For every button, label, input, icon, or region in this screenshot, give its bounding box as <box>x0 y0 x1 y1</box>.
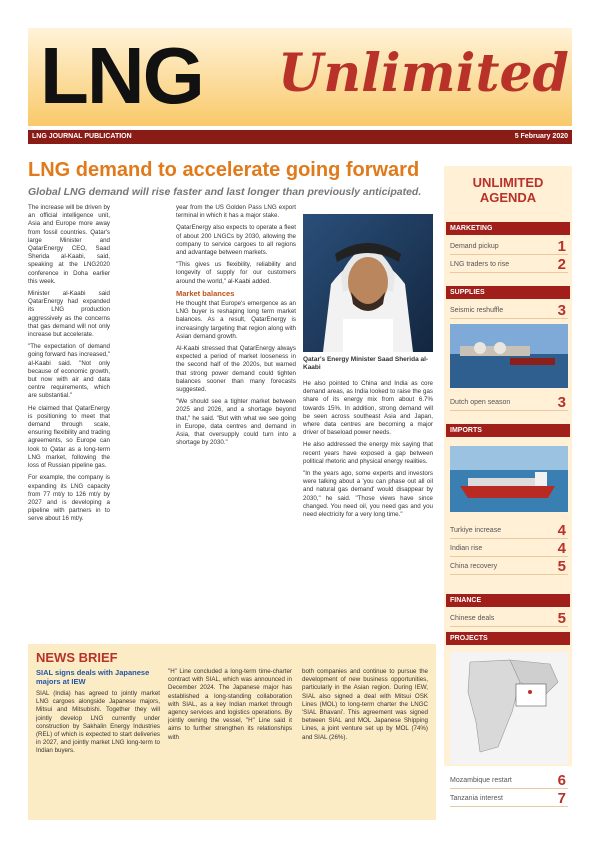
article-column-1 <box>28 204 110 636</box>
article-paragraph: Minister al-Kaabi said QatarEnergy had expanded its LNG production aggressively as the concerns that gas demand will not only increase but accelerate. <box>28 290 110 339</box>
agenda-item-label: LNG traders to rise <box>450 261 510 268</box>
publication-bar <box>28 130 572 144</box>
agenda-page-number: 3 <box>557 394 566 411</box>
agenda-page-number: 5 <box>557 558 566 575</box>
agenda-item[interactable] <box>450 258 568 273</box>
section-header-marketing <box>446 222 570 235</box>
news-column-3: both companies and continue to pursue the development of new business opportunities, particularly in the Asian region. During IEW, SIAL also signed a deal with Mitsui OSK Lines (MOL) to long-term charter the LNGC 'SIAL Bhavani'. This agreement was signed between SIAL and MOL Japanese Shipping Lines, a joint venture set up by MOL (74%) and SIAL (26%). <box>302 668 428 741</box>
agenda-page-number: 1 <box>557 238 566 255</box>
section-header-label: SUPPLIES <box>450 289 485 296</box>
agenda-page-number: 7 <box>557 790 566 807</box>
supplies-terminal-image <box>450 324 568 388</box>
news-brief-title: NEWS BRIEF <box>36 650 118 665</box>
minister-photo <box>303 214 433 352</box>
article-column-3 <box>303 380 433 636</box>
agenda-item-label: Chinese deals <box>450 615 495 622</box>
agenda-item-label: Turkiye increase <box>450 527 502 534</box>
agenda-item[interactable] <box>450 612 568 627</box>
article-paragraph: He also pointed to China and India as core demand areas, as India looked to raise the gas share of its energy mix from about 6.7% towards 15%. In addition, strong demand will be seen across southeast Asia and Japan, where data centres are becoming a major driver of baseload power needs. <box>303 380 433 437</box>
section-header-label: PROJECTS <box>450 635 488 642</box>
projects-map-image <box>450 652 568 764</box>
agenda-item[interactable] <box>450 792 568 807</box>
publication-label: LNG JOURNAL PUBLICATION <box>32 133 132 140</box>
agenda-item[interactable] <box>450 524 568 539</box>
agenda-item-label: China recovery <box>450 563 498 570</box>
article-paragraph: "In the years ago, some experts and investors were talking about a 'you can phase out all oil and natural gas demand' would disappear by 2030," he said. "Those views have since changed. You need oil, you need gas and you need electricity for a very long time." <box>303 470 433 519</box>
agenda-item[interactable] <box>450 542 568 557</box>
agenda-item-label: Dutch open season <box>450 399 511 406</box>
article-paragraph: For example, the company is expanding its LNG capacity from 77 mt/y to 126 mt/y by 2027 and is developing a pipeline with partners in to serve about 16 mt/y. <box>28 474 110 523</box>
news-column-2: "H" Line concluded a long-term time-charter contract with SIAL, which was announced in December 2024. The Japanese major has established a long-standing collaboration with SIAL, as a key Indian market through agency services and logistics operations. By jointly owning the vessel, "H" Line said it aims to further strengthen its relationships with <box>168 668 292 741</box>
agenda-item-label: Seismic reshuffle <box>450 307 504 314</box>
agenda-page-number: 6 <box>557 772 566 789</box>
article-paragraph: He also addressed the energy mix saying that recent years have exposed a gap between political rhetoric and physical energy realities. <box>303 441 433 465</box>
article-paragraph: Al-Kaabi stressed that QatarEnergy always expected a period of market looseness in the second half of the 2020s, but warned that strong power demand could tighten balances sooner than many forecasts suggested. <box>176 345 296 394</box>
section-header-imports <box>446 424 570 437</box>
article-paragraph: year from the US Golden Pass LNG export terminal in which it has a major stake. <box>176 204 296 220</box>
agenda-item[interactable] <box>450 774 568 789</box>
article-paragraph: The increase will be driven by an official intelligence unit, Asia and Europe more away from fossil countries. Qatar's large Minister and QatarEnergy CEO, Saad Sherida al-Kaabi, said, speaking at the LNG2020 conference in Doha earlier this week. <box>28 204 110 285</box>
news-column-1: SIAL (India) has agreed to jointly market LNG cargoes alongside Japanese majors, Mitsui and Mitsubishi. Together they will jointly develop LNG currently under construction by Sakhalin Energy Industries (REL) of which is expected to start deliveries in 2027, and jointly market LNG long-term to Indian buyers. <box>36 690 160 755</box>
agenda-item[interactable] <box>450 396 568 411</box>
section-header-label: IMPORTS <box>450 427 482 434</box>
section-header-finance <box>446 594 570 607</box>
section-header-projects <box>446 632 570 645</box>
photo-caption: Qatar's Energy Minister Saad Sherida al-Kaabi <box>303 356 429 371</box>
agenda-title: UNLIMITED AGENDA <box>472 175 544 205</box>
agenda-item-label: Demand pickup <box>450 243 499 250</box>
article-headline: LNG demand to accelerate going forward <box>28 159 420 181</box>
agenda-page-number: 4 <box>557 522 566 539</box>
agenda-item[interactable] <box>450 304 568 319</box>
masthead-lng-logo: LNG <box>40 31 203 120</box>
article-paragraph: "This gives us flexibility, reliability and longevity of supply for our customers around the world," al-Kaabi added. <box>176 261 296 285</box>
article-paragraph: "We should see a tighter market between 2025 and 2026, and a shortage beyond that," he said. "But with what we see going in Europe, data centres and demand in Asia, that oversupply could turn into a shortage by 2030." <box>176 398 296 447</box>
article-paragraph: He claimed that QatarEnergy is positioning to meet that demand through scale, ensuring flexibility and trading agreements, so Europe can look to Qatar as a long-term LNG market, following the loss of Russian pipeline gas. <box>28 404 110 470</box>
agenda-page-number: 4 <box>557 540 566 557</box>
section-header-label: MARKETING <box>450 225 493 232</box>
imports-ship-image <box>450 446 568 512</box>
article-paragraph: QatarEnergy also expects to operate a fleet of about 200 LNGCs by 2030, allowing the company to service cargoes to all regions and advantage between markets. <box>176 224 296 257</box>
section-subheading: Market balances <box>176 288 235 298</box>
agenda-item-label: Mozambique restart <box>450 777 512 784</box>
section-header-label: FINANCE <box>450 597 482 604</box>
agenda-page-number: 3 <box>557 302 566 319</box>
agenda-item-label: Tanzania interest <box>450 795 503 802</box>
masthead-unlimited-logo: Unlimited <box>278 43 569 104</box>
article-column-2 <box>176 204 296 636</box>
agenda-item[interactable] <box>450 560 568 575</box>
section-header-supplies <box>446 286 570 299</box>
publication-date: 5 February 2020 <box>514 133 568 140</box>
agenda-page-number: 5 <box>557 610 566 627</box>
article-paragraph: "The expectation of demand going forward has increased," al-Kaabi said. "Not only because of economic growth, but now with air and data centre requirements, which are substantial." <box>28 343 110 400</box>
agenda-page-number: 2 <box>557 256 566 273</box>
agenda-item-label: Indian rise <box>450 545 483 552</box>
news-brief-headline: SIAL signs deals with Japanese majors at IEW <box>36 668 150 686</box>
agenda-item[interactable] <box>450 240 568 255</box>
article-subheadline: Global LNG demand will rise faster and last longer than previously anticipated. <box>28 186 422 198</box>
article-paragraph: He thought that Europe's emergence as an LNG buyer is reshaping long term market balances. As a result, QatarEnergy is increasingly targeting that region along with Asian demand growth. <box>176 300 296 340</box>
